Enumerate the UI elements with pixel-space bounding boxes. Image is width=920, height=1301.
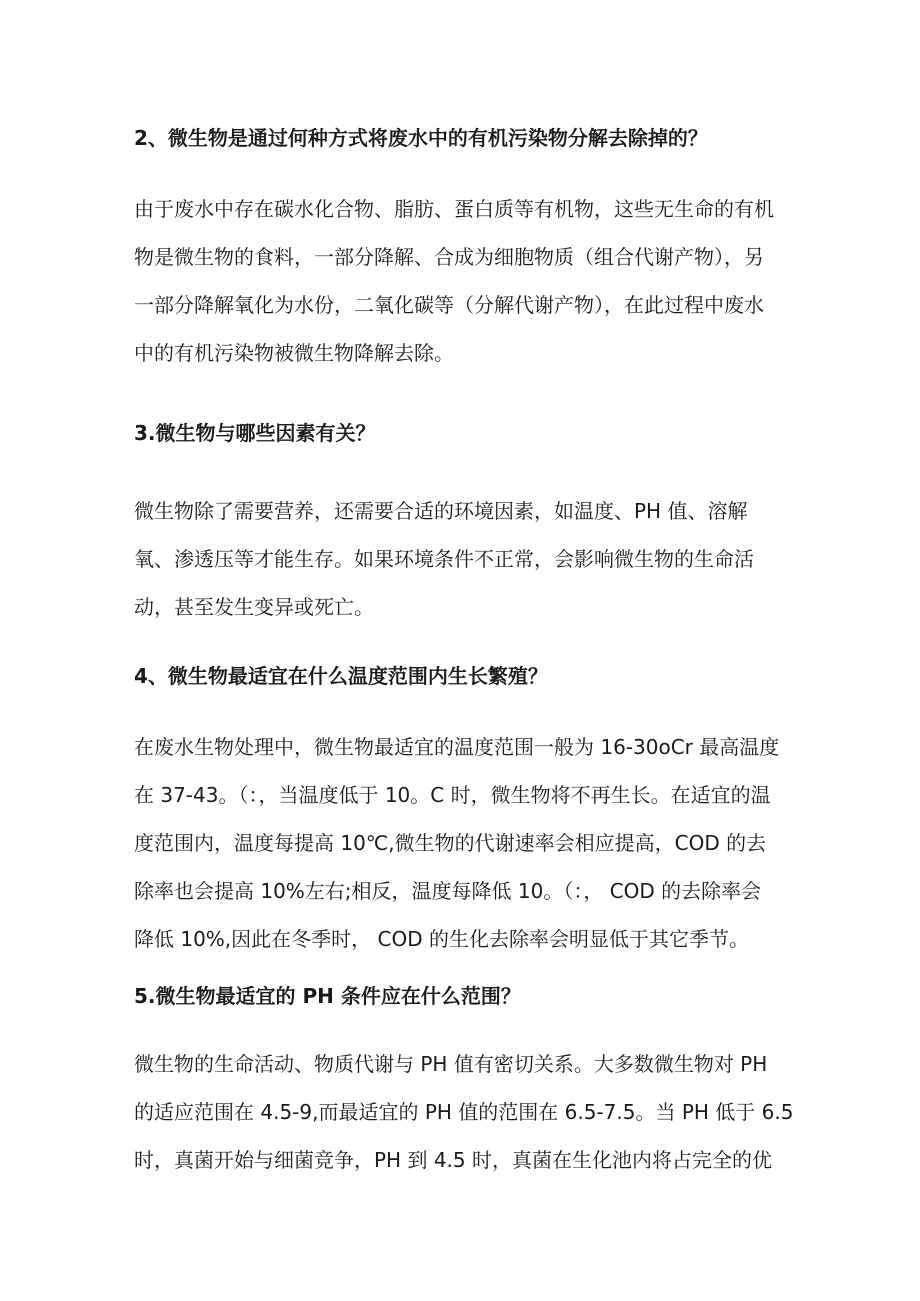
- section-4-line-1: 在废水生物处理中，微生物最适宜的温度范围一般为 16-30oCr 最高温度: [134, 735, 780, 759]
- section-2-line-1: 由于废水中存在碳水化合物、脂肪、蛋白质等有机物，这些无生命的有机: [134, 197, 774, 221]
- section-4-heading: 4、微生物最适宜在什么温度范围内生长繁殖？: [134, 664, 548, 688]
- section-3-line-1: 微生物除了需要营养，还需要合适的环境因素，如温度、PH 值、溶解: [134, 499, 748, 523]
- section-2-line-3: 一部分降解氧化为水份，二氧化碳等（分解代谢产物），在此过程中废水: [134, 293, 764, 317]
- section-2-heading: 2、微生物是通过何种方式将废水中的有机污染物分解去除掉的？: [134, 126, 708, 150]
- section-5-line-2: 的适应范围在 4.5-9,而最适宜的 PH 值的范围在 6.5-7.5。当 PH 低于 6.5: [134, 1100, 794, 1124]
- section-2-line-4: 中的有机污染物被微生物降解去除。: [134, 341, 454, 365]
- section-2-line-2: 物是微生物的食料，一部分降解、合成为细胞物质（组合代谢产物），另: [134, 245, 764, 269]
- section-4-line-5: 降低 10%,因此在冬季时， COD 的生化去除率会明显低于其它季节。: [134, 927, 749, 951]
- section-4-line-4: 除率也会提高 10%左右;相反，温度每降低 10。（：， COD 的去除率会: [134, 879, 762, 903]
- section-3-heading: 3.微生物与哪些因素有关？: [134, 421, 376, 445]
- section-5-line-1: 微生物的生命活动、物质代谢与 PH 值有密切关系。大多数微生物对 PH: [134, 1052, 768, 1076]
- section-3-line-3: 动，甚至发生变异或死亡。: [134, 595, 374, 619]
- section-5-heading: 5.微生物最适宜的 PH 条件应在什么范围？: [134, 984, 521, 1008]
- section-4-line-2: 在 37-43。（：，当温度低于 10。C 时，微生物将不再生长。在适宜的温: [134, 783, 771, 807]
- section-5-line-3: 时，真菌开始与细菌竞争，PH 到 4.5 时，真菌在生化池内将占完全的优: [134, 1148, 772, 1172]
- section-4-line-3: 度范围内，温度每提高 10℃,微生物的代谢速率会相应提高，COD 的去: [134, 831, 767, 855]
- section-3-line-2: 氧、渗透压等才能生存。如果环境条件不正常，会影响微生物的生命活: [134, 547, 754, 571]
